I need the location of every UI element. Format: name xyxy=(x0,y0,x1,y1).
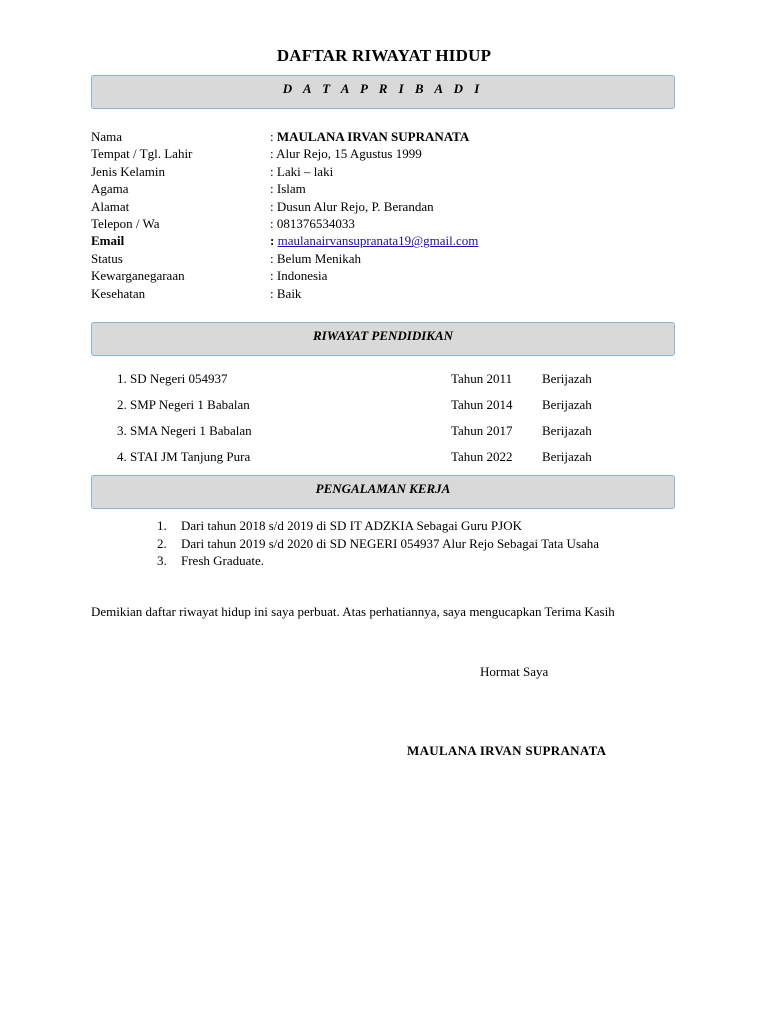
section-header-work: PENGALAMAN KERJA xyxy=(91,475,675,509)
value-religion: Islam xyxy=(276,181,306,197)
signature-name: MAULANA IRVAN SUPRANATA xyxy=(407,743,607,758)
work-experience-list xyxy=(157,517,697,570)
school-name: 2. SMP Negeri 1 Babalan xyxy=(117,397,250,412)
item-text: Dari tahun 2019 s/d 2020 di SD NEGERI 054937 Alur Rejo Sebagai Tata Usaha xyxy=(181,535,600,551)
document-title: DAFTAR RIWAYAT HIDUP xyxy=(276,46,492,65)
row-birth xyxy=(91,145,691,162)
value-health: Baik xyxy=(276,285,302,301)
education-list xyxy=(117,370,617,474)
list-item xyxy=(117,370,617,396)
school-year: Tahun 2014 xyxy=(451,397,513,412)
separator: : xyxy=(270,198,277,214)
school-name: 4. STAI JM Tanjung Pura xyxy=(117,449,251,464)
row-citizenship xyxy=(91,267,691,284)
section-header-personal: D A T A P R I B A D I xyxy=(91,75,675,109)
item-number: 2. xyxy=(157,535,167,551)
value-gender: Laki – laki xyxy=(276,163,334,179)
list-item xyxy=(117,422,617,448)
separator: : xyxy=(270,163,277,179)
separator: : xyxy=(270,181,277,197)
list-item xyxy=(117,396,617,422)
value-name: MAULANA IRVAN SUPRANATA xyxy=(276,129,470,144)
row-email xyxy=(91,232,691,249)
separator: : xyxy=(270,215,277,231)
separator: : xyxy=(270,268,277,284)
item-number: 1. xyxy=(157,518,167,533)
label-phone: Telepon / Wa xyxy=(91,215,160,231)
list-item xyxy=(157,535,697,553)
list-item xyxy=(157,552,697,570)
personal-data-list xyxy=(91,128,691,302)
label-email: Email xyxy=(91,233,125,249)
row-gender xyxy=(91,163,691,180)
label-citizenship: Kewarganegaraan xyxy=(91,268,185,284)
row-phone xyxy=(91,215,691,232)
value-status: Belum Menikah xyxy=(276,250,362,266)
label-gender: Jenis Kelamin xyxy=(91,163,166,179)
label-name: Nama xyxy=(91,129,123,144)
list-item xyxy=(117,448,617,474)
label-status: Status xyxy=(91,250,123,266)
list-item xyxy=(157,517,697,535)
email-link[interactable]: maulanairvansupranata19@gmail.com xyxy=(277,233,479,249)
value-phone: 081376534033 xyxy=(276,215,355,231)
row-religion xyxy=(91,180,691,197)
label-religion: Agama xyxy=(91,181,129,197)
school-cert: Berijazah xyxy=(542,397,592,412)
closing-paragraph: Demikian daftar riwayat hidup ini saya perbuat. Atas perhatiannya, saya mengucapkan Terima Kasih xyxy=(91,604,615,619)
school-name: 3. SMA Negeri 1 Babalan xyxy=(117,423,252,438)
row-status xyxy=(91,250,691,267)
separator: : xyxy=(270,285,277,301)
regards-text: Hormat Saya xyxy=(480,664,549,679)
school-cert: Berijazah xyxy=(542,423,592,438)
item-text: Fresh Graduate. xyxy=(181,553,265,568)
school-cert: Berijazah xyxy=(542,371,592,386)
row-name xyxy=(91,128,691,145)
section-header-education: RIWAYAT PENDIDIKAN xyxy=(91,322,675,356)
item-number: 3. xyxy=(157,553,167,568)
school-year: Tahun 2011 xyxy=(451,371,513,386)
row-health xyxy=(91,285,691,302)
row-address xyxy=(91,198,691,215)
school-name: 1. SD Negeri 054937 xyxy=(117,371,228,386)
value-citizenship: Indonesia xyxy=(276,268,328,284)
school-year: Tahun 2022 xyxy=(451,449,513,464)
item-text: Dari tahun 2018 s/d 2019 di SD IT ADZKIA Sebagai Guru PJOK xyxy=(181,518,522,533)
separator: : xyxy=(270,250,277,266)
separator: : xyxy=(270,129,277,144)
separator: : xyxy=(270,233,278,249)
school-year: Tahun 2017 xyxy=(451,423,513,438)
label-address: Alamat xyxy=(91,198,130,214)
school-cert: Berijazah xyxy=(542,449,592,464)
separator: : xyxy=(270,146,277,162)
value-birth: Alur Rejo, 15 Agustus 1999 xyxy=(276,146,422,162)
value-address: Dusun Alur Rejo, P. Berandan xyxy=(276,198,434,214)
label-birth: Tempat / Tgl. Lahir xyxy=(91,146,193,162)
label-health: Kesehatan xyxy=(91,285,146,301)
